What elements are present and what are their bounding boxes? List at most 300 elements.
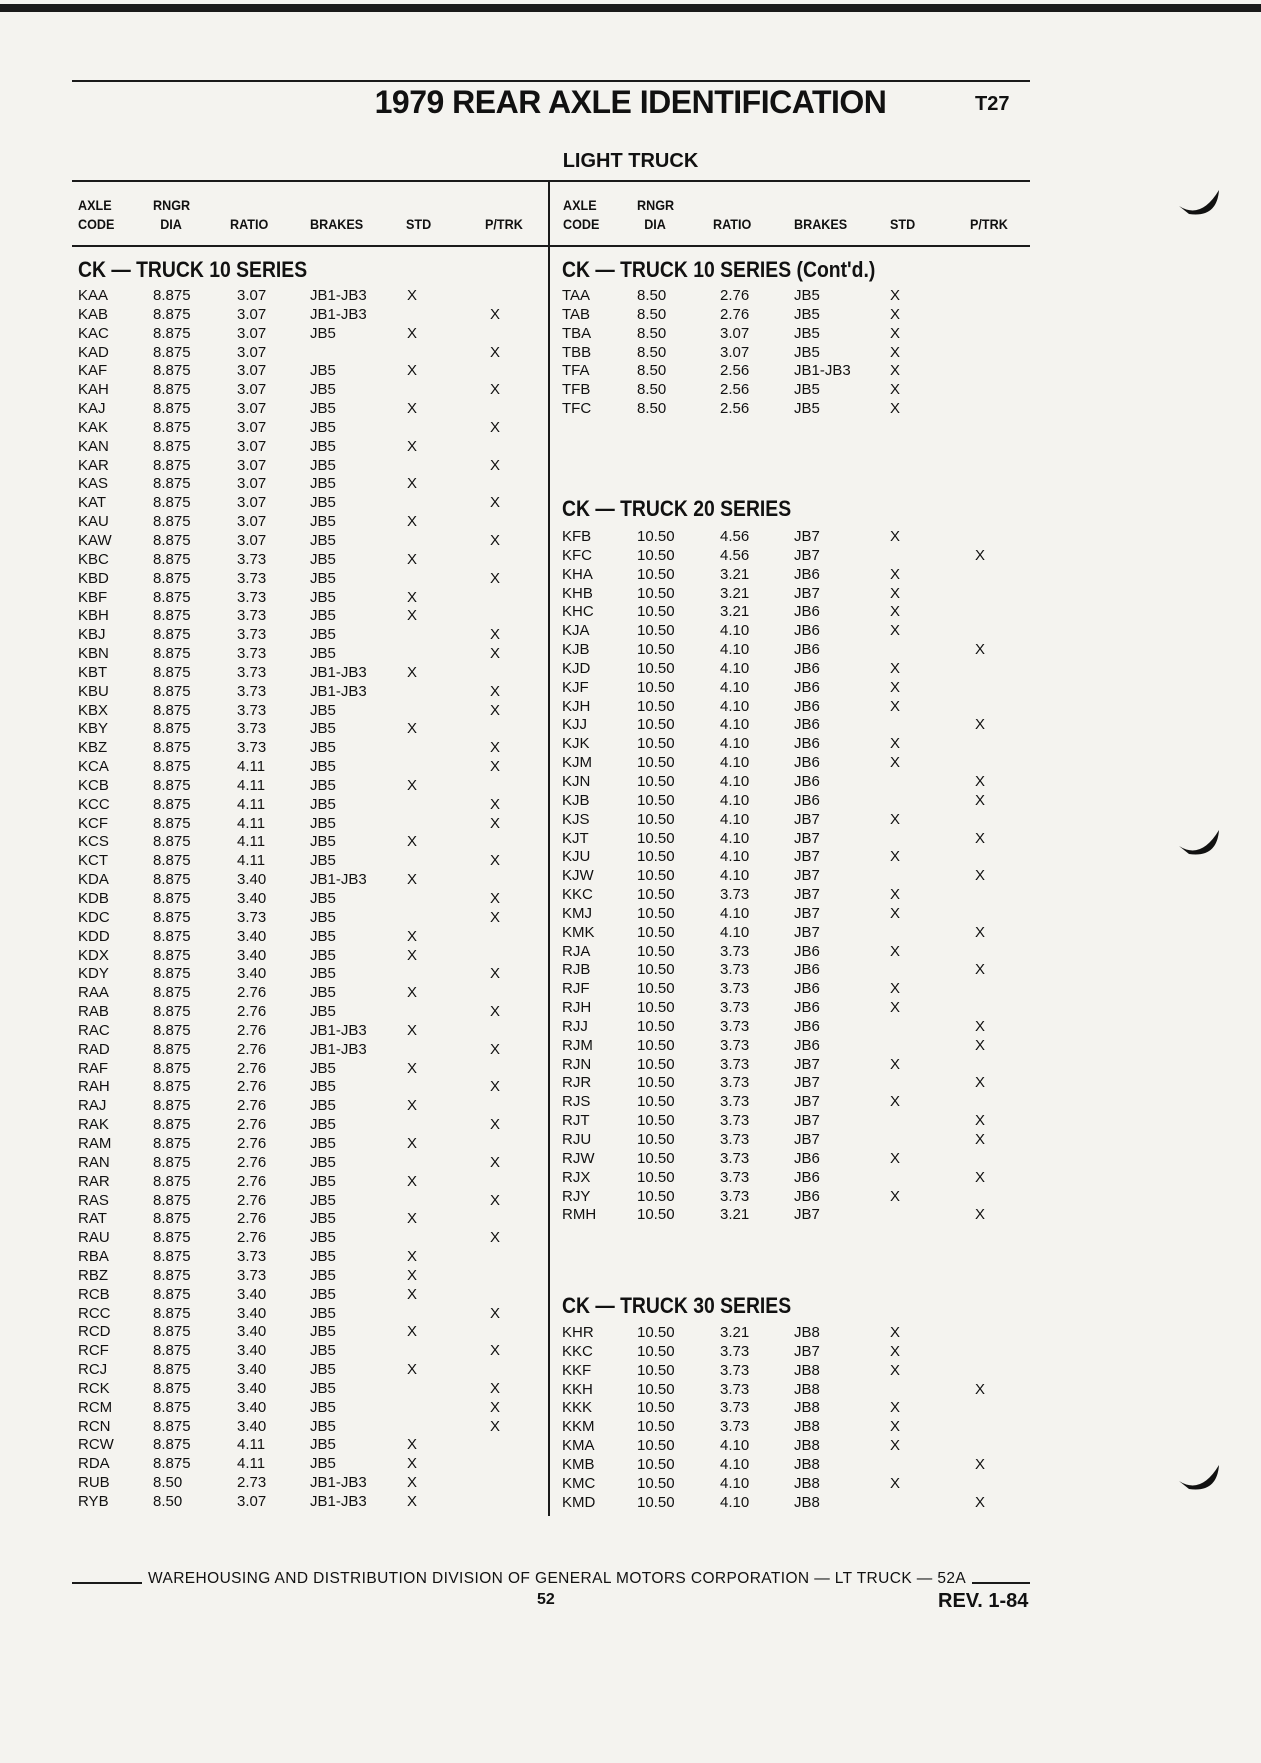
cell-ratio: 4.10 [720,697,750,715]
cell-rngr-dia: 8.875 [153,1059,191,1077]
cell-ratio: 4.11 [237,814,266,832]
cell-axle-code: KBT [78,663,108,681]
cell-brakes: JB5 [310,513,336,531]
cell-brakes: JB5 [310,475,336,493]
cell-axle-code: KBD [78,569,109,587]
cell-std-mark: X [890,735,901,753]
cell-std-mark: X [890,381,901,399]
cell-ratio: 4.10 [720,791,750,809]
cell-axle-code: KAC [78,324,109,342]
cell-brakes: JB5 [310,890,336,907]
cell-brakes: JB7 [794,829,820,847]
cell-ratio: 3.73 [720,1112,750,1130]
cell-ratio: 3.73 [237,626,267,644]
cell-rngr-dia: 8.875 [153,1097,191,1115]
cell-ratio: 2.76 [237,1172,267,1190]
cell-brakes: JB6 [794,1187,820,1205]
cell-rngr-dia: 10.50 [637,1093,675,1111]
cell-axle-code: KDC [78,908,110,926]
cell-brakes: JB7 [794,546,820,564]
cell-std-mark: X [890,942,901,960]
table-row [0,1362,1261,1381]
cell-rngr-dia: 8.875 [153,494,191,512]
cell-rngr-dia: 10.50 [637,528,675,545]
table-row [0,1286,548,1305]
cell-axle-code: KJW [562,867,594,885]
cell-axle-code: KMD [562,1493,596,1511]
cell-ratio: 2.76 [237,1003,267,1021]
cell-ratio: 3.73 [237,682,267,700]
cell-brakes: JB5 [310,1455,336,1473]
table-row [0,585,1261,604]
cell-ptrk-mark: X [975,716,986,734]
cell-brakes: JB7 [794,528,820,545]
table-row [0,1037,1261,1056]
cell-ratio: 4.10 [720,904,750,922]
cell-rngr-dia: 8.50 [637,381,667,399]
cell-ptrk-mark: X [490,682,501,700]
cell-brakes: JB5 [794,381,820,399]
cell-rngr-dia: 8.875 [153,890,191,907]
cell-axle-code: KAW [78,531,112,549]
cell-brakes: JB5 [310,1078,336,1096]
cell-axle-code: RCB [78,1285,110,1303]
cell-rngr-dia: 8.50 [637,324,667,342]
cell-ptrk-mark: X [975,1112,986,1130]
cell-axle-code: KBJ [78,626,106,644]
cell-axle-code: RAH [78,1078,110,1096]
cell-brakes: JB8 [794,1361,820,1379]
table-row [0,1056,1261,1075]
cell-ratio: 2.56 [720,381,750,399]
table-row [0,1169,1261,1188]
cell-ratio: 3.07 [237,531,267,549]
cell-std-mark: X [890,1324,901,1341]
cell-brakes: JB5 [310,776,336,794]
cell-ratio: 3.40 [237,1304,267,1322]
cell-brakes: JB5 [310,1398,336,1416]
footer-text: WAREHOUSING AND DISTRIBUTION DIVISION OF GENERAL MOTORS CORPORATION — LT TRUCK — 52A [148,1570,967,1587]
cell-ratio: 2.76 [237,1134,267,1152]
cell-brakes: JB8 [794,1399,820,1417]
cell-std-mark: X [407,720,418,738]
cell-ratio: 4.10 [720,1493,750,1511]
cell-axle-code: KJD [562,659,591,677]
cell-rngr-dia: 8.875 [153,1379,191,1397]
cell-ptrk-mark: X [490,1191,501,1209]
cell-std-mark: X [890,362,901,380]
cell-rngr-dia: 8.875 [153,607,191,625]
cell-std-mark: X [890,1149,901,1167]
cell-brakes: JB5 [310,362,336,380]
cell-rngr-dia: 8.875 [153,362,191,380]
cell-axle-code: RCJ [78,1361,108,1379]
table-row [0,325,1261,344]
cell-std-mark: X [890,1055,901,1073]
cell-axle-code: RCK [78,1379,110,1397]
cell-ratio: 3.73 [720,1149,750,1167]
cell-rngr-dia: 10.50 [637,772,675,790]
cell-axle-code: KCA [78,758,109,776]
cell-axle-code: TFB [562,381,591,399]
cell-rngr-dia: 8.875 [153,588,191,606]
cell-ratio: 2.56 [720,362,750,380]
cell-ptrk-mark: X [490,418,501,436]
cell-ratio: 3.40 [237,1379,267,1397]
header-top-rule [72,180,1030,182]
cell-ratio: 2.76 [237,1210,267,1228]
cell-rngr-dia: 10.50 [637,1149,675,1167]
cell-axle-code: KAH [78,381,109,399]
cell-brakes: JB5 [310,324,336,342]
cell-axle-code: RCN [78,1417,111,1435]
cell-brakes: JB5 [310,1003,336,1021]
cell-axle-code: KMC [562,1474,596,1492]
cell-axle-code: KKC [562,886,593,904]
cell-std-mark: X [890,603,901,621]
cell-ptrk-mark: X [490,795,501,813]
cell-brakes: JB6 [794,980,820,998]
cell-axle-code: KKF [562,1361,592,1379]
cell-rngr-dia: 8.875 [153,1361,191,1379]
cell-ratio: 3.07 [237,513,267,531]
cell-rngr-dia: 10.50 [637,1206,675,1224]
cell-rngr-dia: 10.50 [637,1168,675,1186]
cell-ratio: 4.11 [237,833,266,851]
cell-brakes: JB6 [794,791,820,809]
table-row [0,1418,1261,1437]
cell-ptrk-mark: X [975,1036,986,1054]
cell-brakes: JB1-JB3 [310,305,367,323]
cell-brakes: JB5 [310,1097,336,1115]
cell-axle-code: KCS [78,833,109,851]
cell-axle-code: KBN [78,645,109,663]
cell-rngr-dia: 8.875 [153,965,191,983]
cell-ratio: 3.73 [720,1342,750,1360]
cell-ratio: 4.10 [720,754,750,772]
cell-axle-code: RJX [562,1168,591,1186]
cell-ptrk-mark: X [490,381,501,399]
cell-rngr-dia: 8.875 [153,1078,191,1096]
cell-axle-code: RAS [78,1191,109,1209]
cell-std-mark: X [890,810,901,828]
cell-rngr-dia: 8.875 [153,1248,191,1266]
table-row [0,362,1261,381]
cell-ratio: 3.73 [237,645,267,663]
cell-ptrk-mark: X [975,546,986,564]
cell-rngr-dia: 10.50 [637,641,675,659]
cell-brakes: JB5 [310,739,336,757]
cell-axle-code: KCF [78,814,108,832]
cell-rngr-dia: 10.50 [637,1455,675,1473]
cell-std-mark: X [407,550,418,568]
cell-axle-code: RJB [562,961,591,979]
cell-brakes: JB6 [794,622,820,640]
cell-axle-code: KAJ [78,400,106,418]
cell-std-mark: X [890,287,901,304]
cell-brakes: JB6 [794,716,820,734]
cell-brakes: JB6 [794,641,820,659]
cell-rngr-dia: 10.50 [637,1361,675,1379]
cell-ratio: 4.10 [720,829,750,847]
cell-brakes: JB1-JB3 [310,1040,367,1058]
cell-axle-code: RBZ [78,1266,108,1284]
cell-brakes: JB5 [310,437,336,455]
cell-brakes: JB5 [310,456,336,474]
cell-axle-code: KJJ [562,716,588,734]
punch-hole-top [1177,180,1223,226]
cell-ptrk-mark: X [490,1304,501,1322]
cell-ptrk-mark: X [490,1398,501,1416]
cell-brakes: JB6 [794,961,820,979]
cell-ratio: 3.07 [237,418,267,436]
cell-axle-code: KKH [562,1380,593,1398]
cell-brakes: JB7 [794,1112,820,1130]
cell-rngr-dia: 10.50 [637,1437,675,1455]
cell-rngr-dia: 8.50 [153,1474,183,1492]
cell-std-mark: X [890,622,901,640]
cell-std-mark: X [890,999,901,1017]
table-row [0,1131,1261,1150]
cell-std-mark: X [890,1474,901,1492]
cell-ratio: 3.40 [237,946,267,964]
cell-ratio: 3.73 [237,908,267,926]
cell-brakes: JB5 [310,1285,336,1303]
cell-ratio: 3.07 [720,343,750,361]
cell-brakes: JB6 [794,999,820,1017]
cell-ratio: 2.76 [237,1040,267,1058]
cell-std-mark: X [890,886,901,904]
cell-ratio: 3.73 [720,980,750,998]
table-row [0,867,1261,886]
cell-ratio: 3.73 [720,886,750,904]
header-rngr-dia: RNGR DIA [153,197,191,232]
cell-ratio: 4.10 [720,772,750,790]
table-row [0,1248,548,1267]
cell-ptrk-mark: X [490,852,501,870]
cell-brakes: JB5 [310,701,336,719]
cell-rngr-dia: 8.875 [153,1021,191,1039]
cell-ptrk-mark: X [975,641,986,659]
cell-ratio: 3.73 [237,550,267,568]
cell-ptrk-mark: X [490,701,501,719]
cell-ratio: 4.11 [237,852,266,870]
cell-axle-code: KDX [78,946,109,964]
cell-ptrk-mark: X [490,758,501,776]
cell-std-mark: X [407,1266,418,1284]
cell-brakes: JB7 [794,867,820,885]
cell-rngr-dia: 8.50 [637,305,667,323]
cell-ratio: 3.40 [237,1323,267,1341]
header-ptrk-right: P/TRK [970,216,1008,232]
cell-ptrk-mark: X [975,1493,986,1511]
cell-rngr-dia: 10.50 [637,999,675,1017]
cell-rngr-dia: 8.875 [153,758,191,776]
cell-std-mark: X [407,927,418,945]
cell-ratio: 3.40 [237,1342,267,1360]
cell-ratio: 3.07 [237,456,267,474]
cell-ratio: 3.73 [720,1131,750,1148]
cell-axle-code: RJA [562,942,591,960]
cell-brakes: JB1-JB3 [310,1021,367,1039]
cell-std-mark: X [890,697,901,715]
cell-rngr-dia: 10.50 [637,791,675,809]
cell-std-mark: X [890,584,901,602]
table-row [0,1150,1261,1169]
cell-axle-code: KDY [78,965,109,983]
cell-ratio: 2.76 [720,305,750,323]
cell-brakes: JB5 [310,1172,336,1190]
cell-ratio: 2.76 [237,1153,267,1171]
cell-axle-code: RAC [78,1021,110,1039]
cell-std-mark: X [407,437,418,455]
cell-std-mark: X [890,528,901,545]
cell-axle-code: RJS [562,1093,591,1111]
table-row [0,438,548,457]
cell-ptrk-mark: X [975,923,986,941]
cell-ratio: 3.07 [237,400,267,418]
table-row [0,1074,1261,1093]
cell-axle-code: KMJ [562,904,592,922]
cell-ratio: 2.76 [720,287,750,304]
cell-rngr-dia: 8.875 [153,287,191,304]
cell-ratio: 3.73 [720,961,750,979]
cell-axle-code: RAB [78,1003,109,1021]
cell-ptrk-mark: X [490,305,501,323]
cell-ptrk-mark: X [490,531,501,549]
section-title-truck-10-contd: CK — TRUCK 10 SERIES (Cont'd.) [562,257,876,282]
cell-brakes: JB5 [794,343,820,361]
cell-ptrk-mark: X [490,1078,501,1096]
cell-ratio: 3.21 [720,1206,750,1224]
cell-ptrk-mark: X [975,1380,986,1398]
cell-std-mark: X [407,588,418,606]
table-row [0,1267,548,1286]
cell-std-mark: X [890,980,901,998]
cell-rngr-dia: 10.50 [637,1055,675,1073]
cell-axle-code: KKC [562,1342,593,1360]
cell-ptrk-mark: X [490,908,501,926]
cell-rngr-dia: 8.875 [153,1191,191,1209]
cell-rngr-dia: 8.875 [153,645,191,663]
table-row [0,528,1261,547]
cell-std-mark: X [890,1187,901,1205]
cell-ratio: 2.76 [237,1191,267,1209]
cell-ratio: 3.73 [237,569,267,587]
cell-axle-code: RAF [78,1059,108,1077]
cell-axle-code: RDA [78,1455,110,1473]
cell-rngr-dia: 8.50 [637,287,667,304]
cell-rngr-dia: 8.875 [153,1153,191,1171]
cell-rngr-dia: 10.50 [637,603,675,621]
cell-rngr-dia: 8.875 [153,927,191,945]
cell-rngr-dia: 8.875 [153,1285,191,1303]
cell-rngr-dia: 8.875 [153,626,191,644]
table-row [0,924,1261,943]
table-row [0,679,1261,698]
cell-rngr-dia: 8.875 [153,569,191,587]
cell-rngr-dia: 10.50 [637,848,675,866]
cell-axle-code: RAK [78,1116,109,1134]
cell-brakes: JB5 [310,494,336,512]
cell-axle-code: RUB [78,1474,110,1492]
cell-axle-code: KAF [78,362,108,380]
cell-rngr-dia: 10.50 [637,1187,675,1205]
cell-rngr-dia: 10.50 [637,735,675,753]
cell-rngr-dia: 8.50 [153,1493,183,1510]
cell-rngr-dia: 10.50 [637,584,675,602]
cell-brakes: JB6 [794,1149,820,1167]
cell-brakes: JB5 [310,1417,336,1435]
cell-std-mark: X [890,1418,901,1436]
cell-axle-code: KMK [562,923,595,941]
cell-ratio: 4.11 [237,758,266,776]
table-row [0,980,1261,999]
rows-truck-10-contd [0,287,1261,419]
cell-rngr-dia: 8.875 [153,795,191,813]
table-row [0,344,1261,363]
cell-ratio: 2.76 [237,1021,267,1039]
cell-ptrk-mark: X [490,739,501,757]
cell-rngr-dia: 8.875 [153,513,191,531]
cell-std-mark: X [407,1059,418,1077]
cell-axle-code: KFC [562,546,592,564]
cell-axle-code: KJB [562,641,590,659]
cell-axle-code: KMB [562,1455,595,1473]
cell-rngr-dia: 8.50 [637,362,667,380]
cell-ptrk-mark: X [490,626,501,644]
cell-rngr-dia: 8.875 [153,1323,191,1341]
cell-std-mark: X [407,607,418,625]
table-row [0,961,1261,980]
cell-ratio: 3.73 [720,1036,750,1054]
cell-brakes: JB1-JB3 [310,1493,367,1510]
cell-brakes: JB5 [310,1248,336,1266]
cell-ratio: 3.07 [237,287,267,304]
cell-brakes: JB8 [794,1437,820,1455]
cell-axle-code: KCC [78,795,110,813]
cell-axle-code: KHR [562,1324,594,1341]
cell-rngr-dia: 8.875 [153,1172,191,1190]
cell-brakes: JB5 [310,1191,336,1209]
cell-brakes: JB5 [310,1379,336,1397]
cell-rngr-dia: 10.50 [637,697,675,715]
cell-ratio: 4.11 [237,1455,266,1473]
cell-brakes: JB5 [310,1361,336,1379]
cell-rngr-dia: 10.50 [637,1131,675,1148]
cell-ratio: 3.73 [720,1187,750,1205]
cell-axle-code: RJJ [562,1017,588,1035]
cell-std-mark: X [407,663,418,681]
cell-rngr-dia: 10.50 [637,886,675,904]
cell-std-mark: X [407,513,418,531]
cell-rngr-dia: 8.875 [153,1436,191,1454]
rows-truck-30 [0,1324,1261,1512]
cell-rngr-dia: 10.50 [637,546,675,564]
cell-brakes: JB5 [310,1116,336,1134]
cell-brakes: JB6 [794,603,820,621]
cell-rngr-dia: 8.875 [153,550,191,568]
cell-ratio: 3.73 [720,1074,750,1092]
cell-std-mark: X [890,659,901,677]
cell-rngr-dia: 8.875 [153,1398,191,1416]
cell-ratio: 4.10 [720,848,750,866]
cell-brakes: JB6 [794,754,820,772]
table-row [0,830,1261,849]
cell-ratio: 3.73 [720,1361,750,1379]
cell-rngr-dia: 8.875 [153,908,191,926]
cell-brakes: JB5 [310,1134,336,1152]
